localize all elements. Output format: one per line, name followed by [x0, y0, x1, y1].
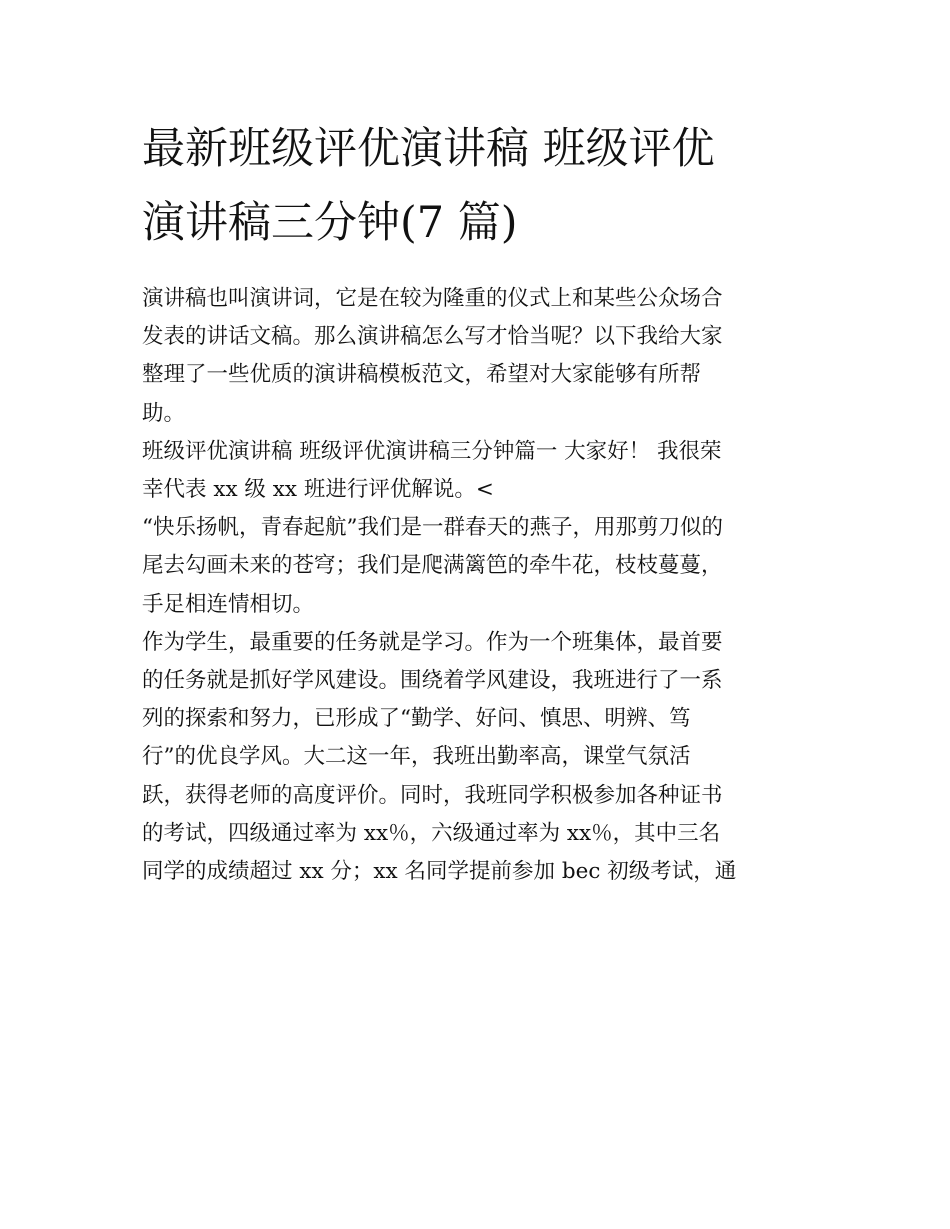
- text-line: 发表的讲话文稿。那么演讲稿怎么写才恰当呢？以下我给大家: [142, 324, 723, 350]
- text-line: 作为学生，最重要的任务就是学习。作为一个班集体，最首要: [142, 629, 723, 655]
- text-line: 助。: [142, 400, 186, 426]
- text-line: 整理了一些优质的演讲稿模板范文，希望对大家能够有所帮: [142, 362, 702, 388]
- text-line: 列的探索和努力，已形成了“勤学、好问、慎思、明辨、笃: [142, 706, 691, 732]
- paragraph-slogan: [142, 509, 814, 624]
- title-line-1: 最新班级评优演讲稿 班级评优: [142, 124, 715, 174]
- text-line: 演讲稿也叫演讲词，它是在较为隆重的仪式上和某些公众场合: [142, 286, 723, 311]
- text-line: 幸代表 xx 级 xx 班进行评优解说。<: [142, 477, 494, 503]
- text-line: 的任务就是抓好学风建设。围绕着学风建设，我班进行了一系: [142, 668, 723, 694]
- text-line: 同学的成绩超过 xx 分；xx 名同学提前参加 bec 初级考试，通: [142, 859, 737, 885]
- text-line: 班级评优演讲稿 班级评优演讲稿三分钟篇一 大家好！ 我很荣: [142, 438, 722, 464]
- paragraph-intro: [142, 280, 814, 433]
- text-line: 的考试，四级通过率为 xx％，六级通过率为 xx％，其中三名: [142, 820, 721, 846]
- document-body: [142, 280, 814, 891]
- text-line: 跃，获得老师的高度评价。同时，我班同学积极参加各种证书: [142, 782, 723, 808]
- title-line-2: 演讲稿三分钟(7 篇): [142, 198, 518, 248]
- text-line: 行”的优良学风。大二这一年，我班出勤率高，课堂气氛活: [142, 744, 691, 770]
- text-line: 手足相连情相切。: [142, 591, 315, 617]
- paragraph-study: [142, 624, 814, 891]
- text-line: “快乐扬帆，青春起航”我们是一群春天的燕子，用那剪刀似的: [142, 515, 723, 541]
- paragraph-greeting: [142, 433, 814, 509]
- text-line: 尾去勾画未来的苍穹；我们是爬满篱笆的牵牛花，枝枝蔓蔓，: [142, 553, 723, 579]
- document-title: [142, 112, 822, 260]
